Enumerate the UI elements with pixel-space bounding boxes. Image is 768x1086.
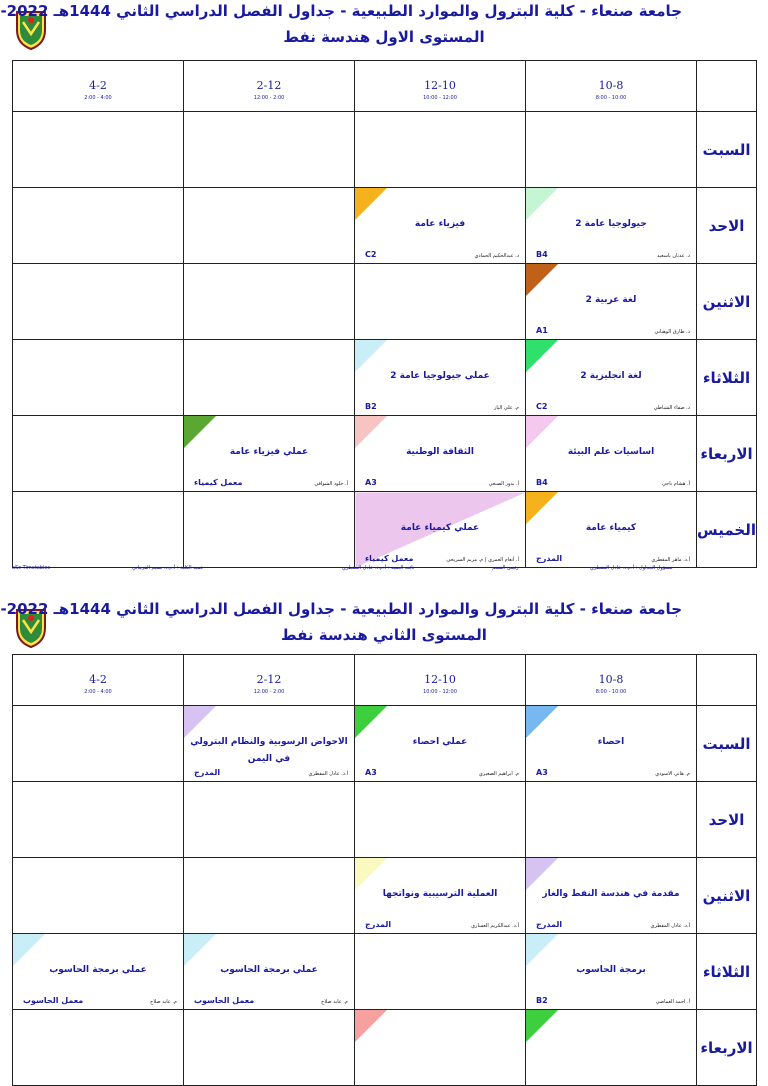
teacher-name: أ.د. عادل المقطري	[650, 923, 690, 929]
class-cell	[526, 340, 697, 416]
subject-name: احصاء	[597, 737, 625, 747]
empty-cell	[13, 112, 184, 188]
teacher-name: د. طارق الوهباني	[654, 329, 690, 335]
color-tag	[355, 1010, 387, 1042]
subject-name: مقدمة في هندسة النفط والغاز	[542, 889, 680, 899]
room-label: A3	[365, 478, 377, 487]
teacher-name: أ. خلود الشوافي	[314, 481, 348, 487]
empty-cell	[13, 264, 184, 340]
room-label: معمل الحاسوب	[194, 996, 255, 1005]
footer-text: aSc Timetables	[12, 565, 51, 571]
class-cell	[355, 188, 526, 264]
time-slot-range: 2:00 - 4:00	[84, 95, 112, 101]
teacher-name: د. صفاء الشباطي	[653, 405, 690, 411]
empty-cell	[13, 188, 184, 264]
day-row	[13, 858, 757, 934]
time-slot-header	[526, 655, 697, 706]
time-slot-label: 2-12	[256, 673, 282, 686]
day-row	[13, 340, 757, 416]
subject-name: عملي فيزياء عامة	[229, 447, 309, 457]
time-slot-header	[355, 655, 526, 706]
subject-name: اساسيات علم البيئة	[567, 447, 655, 457]
footer-text: عميد الكلية : أ.م.د. بسيم القرماني	[132, 565, 204, 571]
empty-cell	[355, 782, 526, 858]
room-label: معمل الحاسوب	[23, 996, 84, 1005]
day-name: السبت	[697, 706, 757, 782]
color-tag	[526, 1010, 558, 1042]
time-slot-range: 8:00 - 10:00	[595, 689, 627, 695]
footer-text: مسؤول الجداول : أ.م.د. عادل المقطري	[590, 565, 673, 571]
day-row	[13, 188, 757, 264]
time-slot-label: 12-10	[424, 673, 456, 686]
class-cell	[526, 706, 697, 782]
time-slot-label: 10-8	[598, 79, 624, 92]
class-cell	[526, 858, 697, 934]
teacher-name: م. علي الباز	[493, 405, 519, 411]
empty-cell	[13, 858, 184, 934]
class-cell	[526, 188, 697, 264]
room-label: B2	[536, 996, 548, 1005]
day-name: الاثنين	[697, 264, 757, 340]
room-label: B4	[536, 478, 548, 487]
day-name: الاحد	[697, 188, 757, 264]
room-label: معمل كيمياء	[365, 554, 414, 563]
class-cell	[355, 416, 526, 492]
subject-name: الثقافة الوطنية	[406, 447, 474, 457]
class-cell	[526, 1010, 697, 1086]
day-row	[13, 112, 757, 188]
subject-name: برمجة الحاسوب	[576, 965, 646, 975]
subject-name: عملي جيولوجيا عامة 2	[390, 371, 490, 381]
day-name: الخميس	[697, 492, 757, 568]
teacher-name: أ.د. عبدالكريم العساري	[471, 923, 519, 929]
teacher-name: م. ابراهيم الصغيري	[478, 771, 519, 777]
header-row	[13, 655, 757, 706]
subject-name: لغة عربية 2	[585, 295, 637, 305]
teacher-name: أ. بدور الصنعي	[488, 481, 519, 487]
class-cell	[526, 934, 697, 1010]
empty-cell	[184, 858, 355, 934]
class-cell	[355, 340, 526, 416]
time-slot-label: 12-10	[424, 79, 456, 92]
empty-cell	[355, 934, 526, 1010]
empty-cell	[526, 112, 697, 188]
time-slot-header	[355, 61, 526, 112]
time-slot-header	[526, 61, 697, 112]
subject-name: كيمياء عامة	[585, 523, 637, 533]
class-cell	[13, 934, 184, 1010]
empty-cell	[13, 340, 184, 416]
room-label: المدرج	[536, 554, 563, 563]
room-label: B4	[536, 250, 548, 259]
day-name: الاربعاء	[697, 416, 757, 492]
university-title: جامعة صنعاء - كلية البترول والموارد الطبيعية - جداول الفصل الدراسي الثاني 1444هـ 2022-	[0, 2, 682, 20]
empty-cell	[526, 782, 697, 858]
day-name: الثلاثاء	[697, 340, 757, 416]
teacher-name: م. عابد صلاح	[321, 999, 348, 1005]
day-name: الثلاثاء	[697, 934, 757, 1010]
timetable-level-2	[12, 654, 757, 1086]
time-slot-range: 10:00 - 12:00	[423, 689, 457, 695]
teacher-name: أ. هشام ناجي	[661, 481, 690, 487]
empty-cell	[13, 706, 184, 782]
day-row	[13, 416, 757, 492]
day-row	[13, 1010, 757, 1086]
subject-name: عملي كيمياء عامة	[400, 523, 480, 533]
time-slot-range: 10:00 - 12:00	[423, 95, 457, 101]
subject-name: العملية الترسيبية ونواتجها	[382, 889, 498, 899]
time-slot-header	[184, 61, 355, 112]
teacher-name: أ. أنغام العمري | م. مريم السريحي	[446, 557, 519, 563]
header-level-1	[0, 0, 768, 60]
empty-cell	[355, 264, 526, 340]
teacher-name: أ. احمد الغماضي	[655, 999, 690, 1005]
class-cell	[526, 492, 697, 568]
time-slot-header	[184, 655, 355, 706]
room-label: المدرج	[194, 768, 221, 777]
teacher-name: م. عابد صلاح	[150, 999, 177, 1005]
empty-cell	[184, 340, 355, 416]
time-slot-range: 2:00 - 4:00	[84, 689, 112, 695]
empty-cell	[13, 782, 184, 858]
subject-name: فيزياء عامة	[414, 219, 466, 229]
time-slot-label: 10-8	[598, 673, 624, 686]
subject-name: لغة انجليزية 2	[580, 371, 642, 381]
subject-name: جيولوجيا عامة 2	[575, 219, 647, 229]
room-label: A3	[365, 768, 377, 777]
corner-cell	[697, 61, 757, 112]
teacher-name: د. عدنان باسعيد	[657, 253, 690, 259]
day-row	[13, 934, 757, 1010]
empty-cell	[184, 112, 355, 188]
timetable-level-1	[12, 60, 757, 568]
day-name: السبت	[697, 112, 757, 188]
day-name: الاثنين	[697, 858, 757, 934]
empty-cell	[184, 492, 355, 568]
class-cell	[355, 492, 526, 568]
class-cell	[526, 264, 697, 340]
class-cell	[526, 416, 697, 492]
time-slot-label: 2-12	[256, 79, 282, 92]
level-title: المستوى الثاني هندسة نفط	[281, 626, 487, 644]
room-label: المدرج	[536, 920, 563, 929]
time-slot-header	[13, 655, 184, 706]
room-label: معمل كيمياء	[194, 478, 243, 487]
room-label: A1	[536, 326, 548, 335]
empty-cell	[13, 416, 184, 492]
header-level-2	[0, 598, 768, 658]
class-cell	[355, 858, 526, 934]
room-label: C2	[365, 250, 377, 259]
class-cell	[184, 934, 355, 1010]
empty-cell	[13, 492, 184, 568]
subject-name: عملي برمجة الحاسوب	[49, 965, 147, 975]
level-title: المستوى الاول هندسة نفط	[283, 28, 485, 46]
day-name: الاربعاء	[697, 1010, 757, 1086]
day-name: الاحد	[697, 782, 757, 858]
day-row	[13, 706, 757, 782]
empty-cell	[184, 188, 355, 264]
subject-name: عملي برمجة الحاسوب	[220, 965, 318, 975]
teacher-name: د. عبدالحكيم الحمادي	[474, 253, 519, 259]
time-slot-label: 4-2	[89, 673, 107, 686]
day-row	[13, 264, 757, 340]
empty-cell	[13, 1010, 184, 1086]
class-cell	[355, 1010, 526, 1086]
time-slot-header	[13, 61, 184, 112]
teacher-name: أ.د. ماهر المقطري	[651, 557, 690, 563]
teacher-name: أ.د. عادل المقطري	[308, 771, 348, 777]
signature-footer	[12, 565, 756, 575]
empty-cell	[184, 782, 355, 858]
empty-cell	[355, 112, 526, 188]
day-row	[13, 782, 757, 858]
class-cell	[184, 706, 355, 782]
empty-cell	[184, 1010, 355, 1086]
day-row	[13, 492, 757, 568]
subject-name: عملي احصاء	[412, 737, 468, 747]
room-label: A3	[536, 768, 548, 777]
footer-text: رئيس القسم	[492, 565, 519, 571]
class-cell	[184, 416, 355, 492]
header-row	[13, 61, 757, 112]
class-cell	[355, 706, 526, 782]
corner-cell	[697, 655, 757, 706]
room-label: C2	[536, 402, 548, 411]
time-slot-range: 8:00 - 10:00	[595, 95, 627, 101]
university-title: جامعة صنعاء - كلية البترول والموارد الطبيعية - جداول الفصل الدراسي الثاني 1444هـ 2022-	[0, 600, 682, 618]
time-slot-range: 12:00 - 2:00	[253, 95, 285, 101]
room-label: B2	[365, 402, 377, 411]
footer-text: نائب العميد : أ.م.د. عادل المقطري	[342, 565, 415, 571]
time-slot-label: 4-2	[89, 79, 107, 92]
teacher-name: م. هاني الاسودي	[655, 771, 690, 777]
time-slot-range: 12:00 - 2:00	[253, 689, 285, 695]
subject-name: الاحواض الرسوبية والنظام البترولي في اليمن	[190, 737, 348, 764]
empty-cell	[184, 264, 355, 340]
room-label: المدرج	[365, 920, 392, 929]
